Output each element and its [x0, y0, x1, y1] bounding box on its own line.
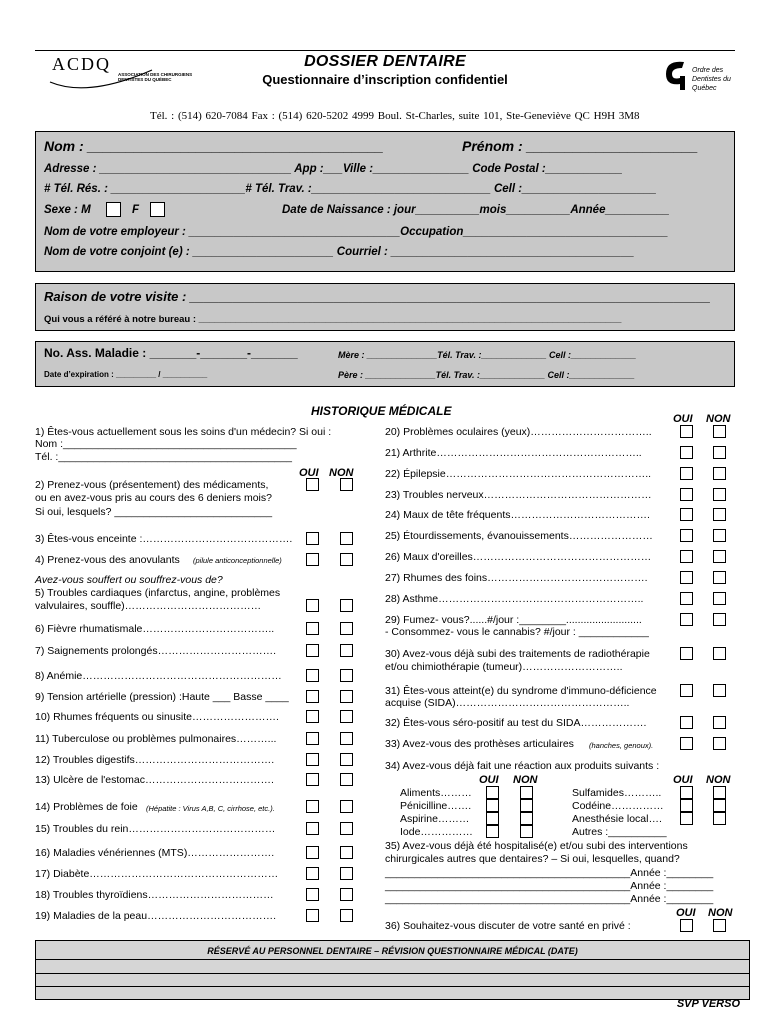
right-q3-non-checkbox[interactable]	[713, 467, 726, 480]
assurance-maladie-field[interactable]: No. Ass. Maladie : _______-_______-_______	[44, 346, 298, 360]
right-q3-oui-checkbox[interactable]	[680, 467, 693, 480]
right-q12-oui-checkbox[interactable]	[680, 647, 693, 660]
right-q24-non-checkbox[interactable]	[713, 786, 726, 799]
left-q24-non-checkbox[interactable]	[340, 846, 353, 859]
left-q15-oui-checkbox[interactable]	[306, 669, 319, 682]
right-question-7: 26) Maux d'oreilles……………………………………………	[385, 551, 652, 563]
sexe-m-checkbox[interactable]	[106, 202, 121, 217]
reserved-line-3[interactable]	[36, 986, 749, 987]
left-question-11: 5) Troubles cardiaques (infarctus, angine, problèmes	[35, 587, 281, 599]
right-q6-non-checkbox[interactable]	[713, 529, 726, 542]
header-rule	[35, 50, 735, 51]
left-question-10: Avez-vous souffert ou souffrez-vous de?	[35, 574, 223, 586]
left-question-13: 6) Fièvre rhumatismale………………………………..	[35, 623, 275, 635]
right-question-4: 23) Troubles nerveux…………………………………………	[385, 489, 652, 501]
right-question-33: 36) Souhaitez-vous discuter de votre santé en privé :	[385, 920, 631, 932]
right-q2-oui-checkbox[interactable]	[680, 446, 693, 459]
left-q23-oui-checkbox[interactable]	[306, 822, 319, 835]
q36-oui-header: OUI	[676, 907, 696, 919]
left-question-23: 15) Troubles du rein……………………………………	[35, 823, 276, 835]
left-q13-non-checkbox[interactable]	[340, 622, 353, 635]
right-q22-oui-checkbox[interactable]	[486, 812, 499, 825]
left-q27-oui-checkbox[interactable]	[306, 909, 319, 922]
left-question-1: 1) Êtes-vous actuellement sous les soins d'un médecin? Si oui :	[35, 426, 332, 438]
sexe-f-label: F	[132, 204, 140, 216]
left-q7-oui-checkbox[interactable]	[306, 532, 319, 545]
left-question-9: (pilule anticonceptionnelle)	[193, 556, 282, 565]
right-question-8: 27) Rhumes des foins……………………………………….	[385, 572, 648, 584]
right-non-header: NON	[706, 413, 731, 425]
raison-field[interactable]: Raison de votre visite : ________________________________________________________________________	[44, 289, 711, 304]
left-q25-oui-checkbox[interactable]	[306, 867, 319, 880]
left-q4-oui-checkbox[interactable]	[306, 478, 319, 491]
right-question-27: Autres :__________	[572, 826, 667, 838]
left-q14-non-checkbox[interactable]	[340, 644, 353, 657]
clinic-contact: Tél. : (514) 620-7084 Fax : (514) 620-5202 4999 Boul. St-Charles, suite 101, Ste-Geneviève QC H9H 3M8	[150, 110, 640, 122]
right-question-23: Iode……………	[400, 826, 473, 838]
right-question-19: 34) Avez-vous déjà fait une réaction aux produits suivants :	[385, 760, 660, 772]
right-q33-non-checkbox[interactable]	[713, 919, 726, 932]
prenom-field[interactable]: Prénom : ______________________	[462, 138, 698, 154]
left-non-header: NON	[329, 467, 354, 479]
left-q16-non-checkbox[interactable]	[340, 690, 353, 703]
left-q27-non-checkbox[interactable]	[340, 909, 353, 922]
sexe-m-label: Sexe : M	[44, 204, 91, 216]
logo-text: ACDQ	[52, 54, 112, 74]
right-q16-non-checkbox[interactable]	[713, 716, 726, 729]
nom-field[interactable]: Nom : ______________________________________	[44, 138, 384, 154]
right-q25-non-checkbox[interactable]	[713, 799, 726, 812]
odq-logo-text: Ordre des Dentistes du Québec	[692, 67, 731, 92]
right-question-1: 20) Problèmes oculaires (yeux)……………………………..	[385, 426, 652, 438]
left-oui-header: OUI	[299, 467, 319, 479]
reserved-section	[35, 940, 750, 1000]
left-q25-non-checkbox[interactable]	[340, 867, 353, 880]
left-q20-non-checkbox[interactable]	[340, 773, 353, 786]
left-question-21: 14) Problèmes de foie	[35, 801, 138, 813]
right-question-10: 29) Fumez- vous?......#/jour :________..........................	[385, 614, 642, 626]
right-question-32: __________________________________________Année :________	[385, 893, 714, 905]
svp-verso: SVP VERSO	[676, 998, 740, 1010]
right-q33-oui-checkbox[interactable]	[680, 919, 693, 932]
left-question-12: valvulaires, souffle)…………………………………	[35, 600, 262, 612]
left-question-16: 9) Tension artérielle (pression) :Haute ___ Basse ____	[35, 691, 289, 703]
left-q17-non-checkbox[interactable]	[340, 710, 353, 723]
left-q18-non-checkbox[interactable]	[340, 732, 353, 745]
right-q20-non-checkbox[interactable]	[520, 786, 533, 799]
right-q26-oui-checkbox[interactable]	[680, 812, 693, 825]
left-q12-non-checkbox[interactable]	[340, 599, 353, 612]
left-q13-oui-checkbox[interactable]	[306, 622, 319, 635]
right-q4-non-checkbox[interactable]	[713, 488, 726, 501]
left-question-3: Tél. :________________________________________	[35, 451, 292, 463]
right-question-21: Pénicilline…….	[400, 800, 472, 812]
right-question-16: 32) Êtes-vous séro-positif au test du SIDA……………….	[385, 717, 647, 729]
right-question-20: Aliments………	[400, 787, 472, 799]
right-q1-non-checkbox[interactable]	[713, 425, 726, 438]
right-q26-non-checkbox[interactable]	[713, 812, 726, 825]
naissance-field[interactable]: Date de Naissance : jour__________mois__________Année__________	[282, 204, 670, 216]
right-q7-non-checkbox[interactable]	[713, 550, 726, 563]
right-q14-oui-checkbox[interactable]	[680, 684, 693, 697]
mere-field[interactable]: Mère : ______________Tél. Trav. :_____________ Cell :_____________	[338, 350, 637, 360]
form-subtitle: Questionnaire d’inscription confidentiel	[262, 72, 508, 87]
right-question-28: 35) Avez-vous déjà été hospitalisé(e) et/ou subi des interventions	[385, 840, 688, 852]
left-question-20: 13) Ulcère de l'estomac……………………………….	[35, 774, 274, 786]
right-q8-oui-checkbox[interactable]	[680, 571, 693, 584]
right-q17-non-checkbox[interactable]	[713, 737, 726, 750]
right-q22-non-checkbox[interactable]	[520, 812, 533, 825]
right-question-13: et/ou chimiothérapie (tumeur)………………………..	[385, 661, 623, 673]
right-question-25: Codéine……………	[572, 800, 664, 812]
expiration-field[interactable]: Date d’expiration : _________ / __________	[44, 370, 208, 379]
right-q23-oui-checkbox[interactable]	[486, 825, 499, 838]
right-oui-header: OUI	[673, 413, 693, 425]
left-q21-oui-checkbox[interactable]	[306, 800, 319, 813]
left-q17-oui-checkbox[interactable]	[306, 710, 319, 723]
right-q21-non-checkbox[interactable]	[520, 799, 533, 812]
left-question-8: 4) Prenez-vous des anovulants	[35, 554, 180, 566]
left-q24-oui-checkbox[interactable]	[306, 846, 319, 859]
right-question-2: 21) Arthrite…………………………………………………..	[385, 447, 642, 459]
right-q6-oui-checkbox[interactable]	[680, 529, 693, 542]
left-q21-non-checkbox[interactable]	[340, 800, 353, 813]
right-question-30: __________________________________________Année :________	[385, 867, 714, 879]
right-question-29: chirurgicales autres que dentaires? – Si oui, lesquelles, quand?	[385, 853, 680, 865]
left-question-7: 3) Êtes-vous enceinte :…………………………………….	[35, 533, 293, 545]
right-question-31: __________________________________________Année :________	[385, 880, 714, 892]
allergy-oui-header-1: OUI	[479, 774, 499, 786]
conjoint-field[interactable]: Nom de votre conjoint (e) : ______________________ Courriel : ______________________________________	[44, 246, 635, 258]
reserved-title: RÉSERVÉ AU PERSONNEL DENTAIRE – RÉVISION QUESTIONNAIRE MÉDICAL (DATE)	[207, 946, 578, 956]
left-q8-oui-checkbox[interactable]	[306, 553, 319, 566]
right-q21-oui-checkbox[interactable]	[486, 799, 499, 812]
right-question-18: (hanches, genoux).	[589, 741, 654, 750]
left-q15-non-checkbox[interactable]	[340, 669, 353, 682]
right-q17-oui-checkbox[interactable]	[680, 737, 693, 750]
right-question-26: Anesthésie local….	[572, 813, 662, 825]
right-q10-oui-checkbox[interactable]	[680, 613, 693, 626]
left-question-2: Nom :________________________________________	[35, 438, 297, 450]
reserved-line-2[interactable]	[36, 973, 749, 974]
allergy-non-header-2: NON	[706, 774, 731, 786]
right-question-3: 22) Épilepsie…………………………………………………..	[385, 468, 652, 480]
left-q16-oui-checkbox[interactable]	[306, 690, 319, 703]
left-q20-oui-checkbox[interactable]	[306, 773, 319, 786]
right-q25-oui-checkbox[interactable]	[680, 799, 693, 812]
left-question-19: 12) Troubles digestifs………………………………….	[35, 754, 275, 766]
left-question-22: (Hépatite : Virus A,B, C, cirrhose, etc.).	[146, 804, 275, 813]
left-q8-non-checkbox[interactable]	[340, 553, 353, 566]
right-q2-non-checkbox[interactable]	[713, 446, 726, 459]
right-question-15: acquise (SIDA)…………………………………………..	[385, 697, 630, 709]
q36-non-header: NON	[708, 907, 733, 919]
right-q5-non-checkbox[interactable]	[713, 508, 726, 521]
right-question-6: 25) Étourdissements, évanouissements……………………	[385, 530, 653, 542]
sexe-f-checkbox[interactable]	[150, 202, 165, 217]
right-q24-oui-checkbox[interactable]	[680, 786, 693, 799]
right-q8-non-checkbox[interactable]	[713, 571, 726, 584]
left-question-18: 11) Tuberculose ou problèmes pulmonaires………...	[35, 733, 277, 745]
left-q7-non-checkbox[interactable]	[340, 532, 353, 545]
left-q19-non-checkbox[interactable]	[340, 753, 353, 766]
right-q12-non-checkbox[interactable]	[713, 647, 726, 660]
left-question-26: 18) Troubles thyroïdiens………………………………	[35, 889, 274, 901]
right-question-17: 33) Avez-vous des prothèses articulaires	[385, 738, 574, 750]
left-q26-non-checkbox[interactable]	[340, 888, 353, 901]
right-q16-oui-checkbox[interactable]	[680, 716, 693, 729]
right-question-5: 24) Maux de tête fréquents………………………………….	[385, 509, 650, 521]
left-q4-non-checkbox[interactable]	[340, 478, 353, 491]
left-q19-oui-checkbox[interactable]	[306, 753, 319, 766]
allergy-oui-header-2: OUI	[673, 774, 693, 786]
right-q9-non-checkbox[interactable]	[713, 592, 726, 605]
left-question-5: ou en avez-vous pris au cours des 6 deniers mois?	[35, 492, 272, 504]
left-question-14: 7) Saignements prolongés…………………………….	[35, 645, 276, 657]
right-q23-non-checkbox[interactable]	[520, 825, 533, 838]
left-question-15: 8) Anémie…………………………………………………	[35, 670, 282, 682]
left-q18-oui-checkbox[interactable]	[306, 732, 319, 745]
odq-logo-icon	[662, 58, 688, 90]
logo-subtext: ASSOCIATION DES CHIRURGIENS DENTISTES DU QUÉBEC	[118, 72, 193, 82]
history-title: HISTORIQUE MÉDICALE	[311, 404, 452, 418]
adresse-field[interactable]: Adresse : ______________________________ App :___Ville :_______________ Code Postal :____________	[44, 163, 623, 175]
employeur-field[interactable]: Nom de votre employeur : _________________________________Occupation________________________________	[44, 226, 669, 238]
right-q5-oui-checkbox[interactable]	[680, 508, 693, 521]
allergy-non-header-1: NON	[513, 774, 538, 786]
left-q23-non-checkbox[interactable]	[340, 822, 353, 835]
reserved-line-1[interactable]	[36, 959, 749, 960]
left-q14-oui-checkbox[interactable]	[306, 644, 319, 657]
right-q9-oui-checkbox[interactable]	[680, 592, 693, 605]
left-question-4: 2) Prenez-vous (présentement) des médicaments,	[35, 479, 269, 491]
right-q20-oui-checkbox[interactable]	[486, 786, 499, 799]
telephone-field[interactable]: # Tél. Rés. : _____________________# Tél. Trav. :____________________________ Cell :_____________________	[44, 183, 657, 195]
left-question-24: 16) Maladies vénériennes (MTS)…………………….	[35, 847, 275, 859]
right-question-11: - Consommez- vous le cannabis? #/jour : ____________	[385, 626, 649, 638]
right-question-9: 28) Asthme…………………………………………………..	[385, 593, 644, 605]
refere-field[interactable]: Qui vous a référé à notre bureau : ________________________________________________________________________________	[44, 314, 622, 325]
right-question-24: Sulfamides………..	[572, 787, 662, 799]
right-q10-non-checkbox[interactable]	[713, 613, 726, 626]
right-q1-oui-checkbox[interactable]	[680, 425, 693, 438]
left-q12-oui-checkbox[interactable]	[306, 599, 319, 612]
form-title: DOSSIER DENTAIRE	[304, 53, 466, 70]
left-question-17: 10) Rhumes fréquents ou sinusite…………………….	[35, 711, 279, 723]
right-question-22: Aspirine………	[400, 813, 470, 825]
right-q7-oui-checkbox[interactable]	[680, 550, 693, 563]
left-question-6: Si oui, lesquels? ___________________________	[35, 506, 273, 518]
pere-field[interactable]: Père : ______________Tél. Trav. :_____________ Cell :_____________	[338, 370, 635, 380]
right-question-12: 30) Avez-vous déjà subi des traitements de radiothérapie	[385, 648, 650, 660]
left-question-27: 19) Maladies de la peau……………………………….	[35, 910, 276, 922]
left-question-25: 17) Diabète………………………………………………	[35, 868, 279, 880]
right-question-14: 31) Êtes-vous atteint(e) du syndrome d'immuno-déficience	[385, 685, 657, 697]
right-q4-oui-checkbox[interactable]	[680, 488, 693, 501]
left-q26-oui-checkbox[interactable]	[306, 888, 319, 901]
right-q14-non-checkbox[interactable]	[713, 684, 726, 697]
